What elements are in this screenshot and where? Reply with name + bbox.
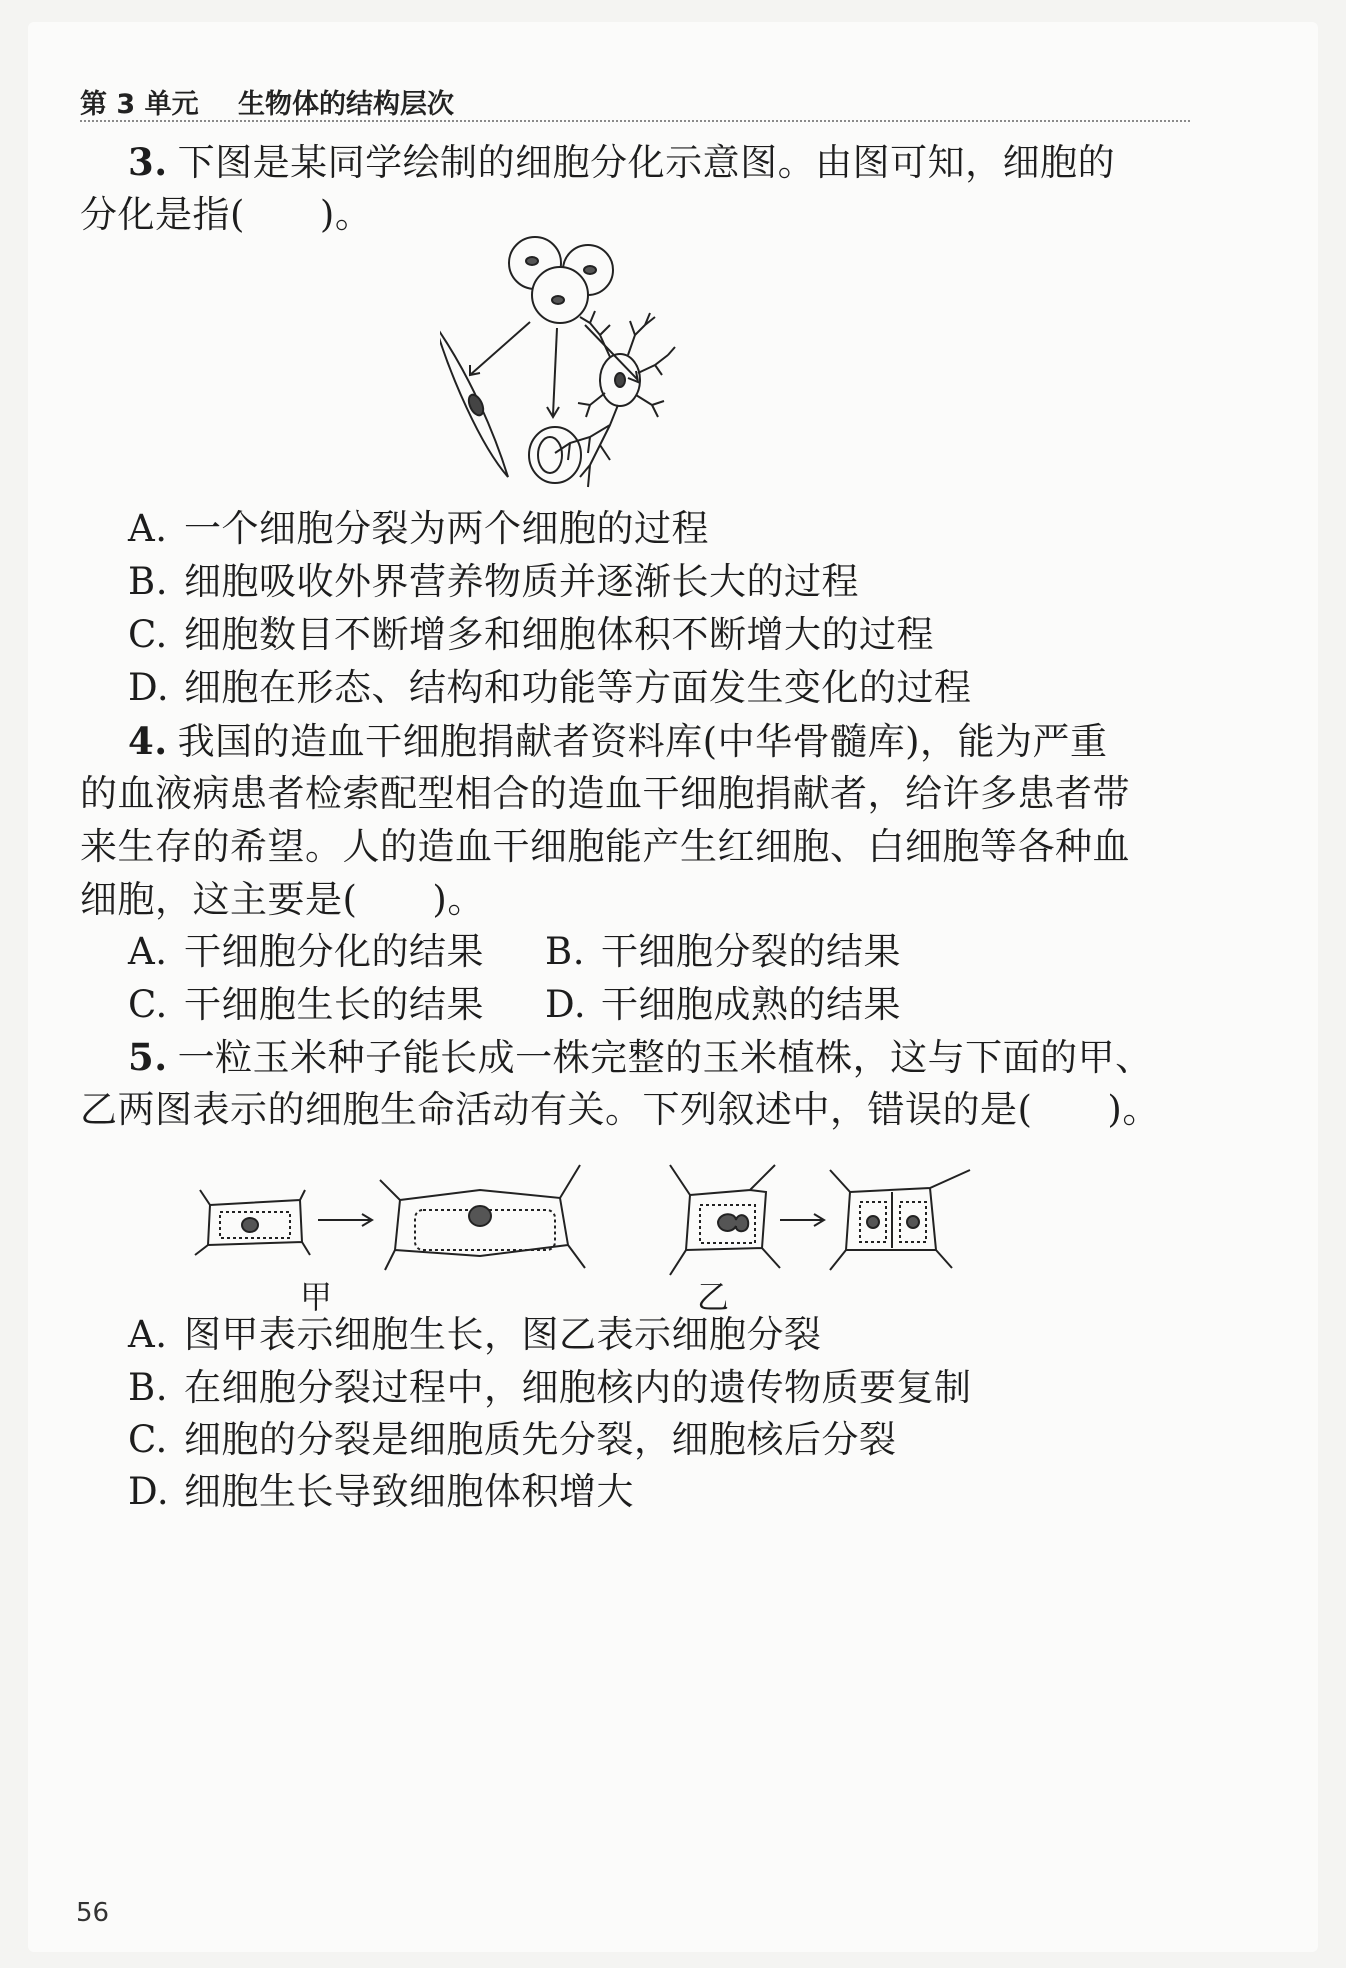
q4-option-c: C. 干细胞生长的结果	[128, 983, 484, 1026]
q4-stem-line1: 4. 我国的造血干细胞捐献者资料库(中华骨髓库)，能为严重	[128, 719, 1108, 763]
q3-option-b: B. 细胞吸收外界营养物质并逐渐长大的过程	[128, 560, 859, 603]
q4-number: 4.	[128, 719, 168, 763]
cell-differentiation-figure	[440, 225, 820, 525]
q3-text-1: 下图是某同学绘制的细胞分化示意图。由图可知，细胞的	[177, 141, 1116, 184]
q4-stem-line3: 来生存的希望。人的造血干细胞能产生红细胞、白细胞等各种血	[80, 825, 1130, 868]
q3-option-d: D. 细胞在形态、结构和功能等方面发生变化的过程	[128, 666, 972, 709]
q5-number: 5.	[128, 1035, 168, 1079]
q5-option-a: A. 图甲表示细胞生长，图乙表示细胞分裂	[128, 1313, 822, 1356]
unit-title: 生物体的结构层次	[238, 89, 454, 120]
figure-label-yi: 乙	[697, 1278, 730, 1316]
unit-label: 第 3 单元	[80, 89, 199, 120]
q4-option-d: D. 干细胞成熟的结果	[545, 983, 901, 1026]
q5-option-b: B. 在细胞分裂过程中，细胞核内的遗传物质要复制	[128, 1366, 972, 1409]
q3-stem-line1	[128, 140, 1115, 185]
q5-option-d: D. 细胞生长导致细胞体积增大	[128, 1470, 634, 1513]
q5-option-c: C. 细胞的分裂是细胞质先分裂，细胞核后分裂	[128, 1418, 897, 1461]
page-header	[80, 82, 1190, 121]
cell-growth-division-figure	[190, 1150, 1090, 1280]
page-number: 56	[76, 1898, 110, 1928]
header-divider	[80, 120, 1190, 122]
red-blood-cell	[529, 427, 581, 483]
q3-number: 3.	[128, 140, 168, 184]
q5-stem-line1: 5. 一粒玉米种子能长成一株完整的玉米植株，这与下面的甲、	[128, 1035, 1153, 1079]
stem-cell	[532, 267, 588, 323]
q4-option-b: B. 干细胞分裂的结果	[545, 930, 901, 973]
q3-option-a: A. 一个细胞分裂为两个细胞的过程	[128, 507, 709, 550]
q4-stem-line4: 细胞，这主要是( )。	[80, 878, 485, 921]
q4-option-a: A. 干细胞分化的结果	[128, 930, 484, 973]
q3-option-c: C. 细胞数目不断增多和细胞体积不断增大的过程	[128, 613, 934, 656]
figure-label-jia: 甲	[300, 1278, 333, 1316]
q3-stem-line2: 分化是指( )。	[80, 193, 373, 236]
q4-stem-line2: 的血液病患者检索配型相合的造血干细胞捐献者，给许多患者带	[80, 772, 1130, 815]
q5-stem-line2: 乙两图表示的细胞生命活动有关。下列叙述中，错误的是( )。	[80, 1088, 1160, 1131]
